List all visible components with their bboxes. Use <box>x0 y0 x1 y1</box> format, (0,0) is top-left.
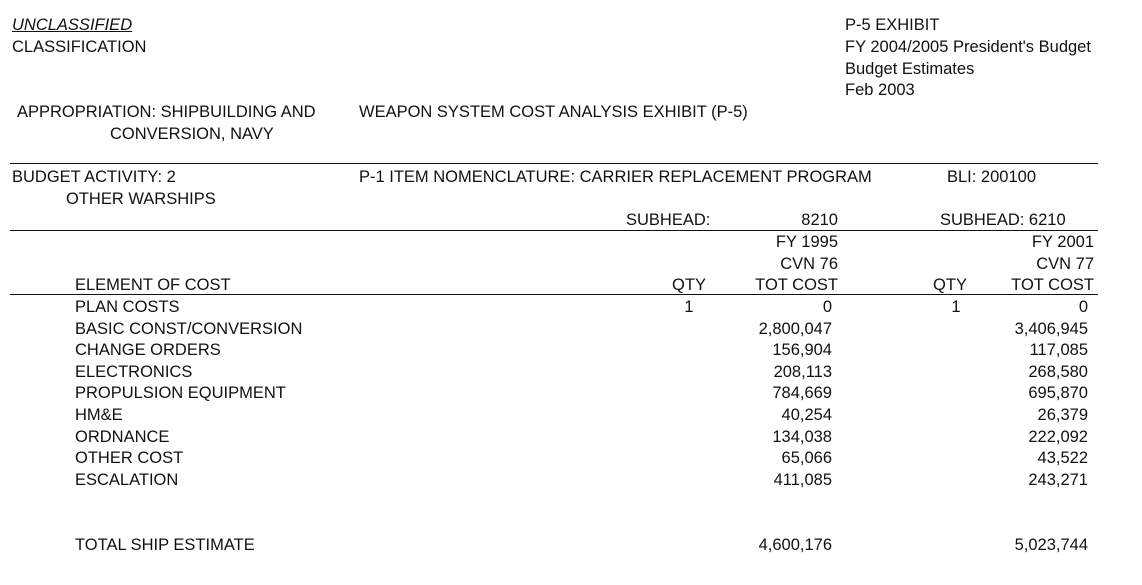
subhead-1-value: 8210 <box>801 211 838 229</box>
total-cost-1: 4,600,176 <box>758 536 832 554</box>
qty-2-header: QTY <box>933 276 967 294</box>
row-cost-1: 65,066 <box>781 449 832 467</box>
row-element: OTHER COST <box>75 449 184 467</box>
classification-marking: UNCLASSIFIED <box>12 16 133 34</box>
row-cost-1: 0 <box>822 298 832 316</box>
row-cost-2: 222,092 <box>1028 428 1088 446</box>
bli-number: BLI: 200100 <box>947 168 1036 186</box>
row-cost-2: 0 <box>1078 298 1088 316</box>
exhibit-title: WEAPON SYSTEM COST ANALYSIS EXHIBIT (P-5) <box>359 103 748 121</box>
col-2-ship: CVN 77 <box>1036 255 1094 273</box>
row-element: ELECTRONICS <box>75 363 193 381</box>
exhibit-line-1: P-5 EXHIBIT <box>845 16 940 34</box>
row-cost-1: 2,800,047 <box>758 320 832 338</box>
row-qty-1: 1 <box>684 298 694 316</box>
budget-activity-line-2: OTHER WARSHIPS <box>66 190 216 208</box>
cost-2-header: TOT COST <box>1011 276 1094 294</box>
appropriation-line-1: APPROPRIATION: SHIPBUILDING AND <box>17 103 316 121</box>
budget-activity-line-1: BUDGET ACTIVITY: 2 <box>12 168 176 186</box>
col-1-fiscal-year: FY 1995 <box>775 233 838 251</box>
element-of-cost-header: ELEMENT OF COST <box>75 276 231 294</box>
exhibit-line-4: Feb 2003 <box>845 81 915 99</box>
row-cost-2: 26,379 <box>1037 406 1088 424</box>
row-element: ESCALATION <box>75 471 179 489</box>
divider-header <box>10 294 1098 295</box>
total-cost-2: 5,023,744 <box>1014 536 1088 554</box>
row-element: CHANGE ORDERS <box>75 341 221 359</box>
row-cost-1: 40,254 <box>781 406 832 424</box>
row-cost-1: 208,113 <box>773 363 832 381</box>
exhibit-line-2: FY 2004/2005 President's Budget <box>845 38 1091 56</box>
row-cost-1: 156,904 <box>772 341 832 359</box>
row-element: PLAN COSTS <box>75 298 180 316</box>
col-2-fiscal-year: FY 2001 <box>1031 233 1094 251</box>
qty-1-header: QTY <box>672 276 706 294</box>
row-cost-2: 43,522 <box>1037 449 1088 467</box>
row-cost-1: 134,038 <box>772 428 832 446</box>
p1-item-nomenclature: P-1 ITEM NOMENCLATURE: CARRIER REPLACEMENT PROGRAM <box>359 168 872 186</box>
appropriation-line-2: CONVERSION, NAVY <box>110 125 274 143</box>
row-cost-2: 243,271 <box>1028 471 1088 489</box>
divider-subhead <box>10 230 1098 231</box>
row-cost-1: 411,085 <box>773 471 832 489</box>
col-1-ship: CVN 76 <box>780 255 838 273</box>
row-cost-2: 117,085 <box>1029 341 1088 359</box>
cost-1-header: TOT COST <box>755 276 838 294</box>
row-cost-2: 695,870 <box>1028 384 1088 402</box>
row-element: BASIC CONST/CONVERSION <box>75 320 303 338</box>
row-qty-2: 1 <box>951 298 961 316</box>
exhibit-line-3: Budget Estimates <box>845 60 975 78</box>
row-element: HM&E <box>75 406 123 424</box>
subhead-2: SUBHEAD: 6210 <box>940 211 1066 229</box>
classification-label: CLASSIFICATION <box>12 38 147 56</box>
row-cost-2: 268,580 <box>1028 363 1088 381</box>
row-element: ORDNANCE <box>75 428 170 446</box>
row-cost-1: 784,669 <box>772 384 832 402</box>
total-element: TOTAL SHIP ESTIMATE <box>75 536 255 554</box>
divider-top <box>10 163 1098 164</box>
subhead-1-label: SUBHEAD: <box>626 211 711 229</box>
row-element: PROPULSION EQUIPMENT <box>75 384 286 402</box>
row-cost-2: 3,406,945 <box>1014 320 1088 338</box>
